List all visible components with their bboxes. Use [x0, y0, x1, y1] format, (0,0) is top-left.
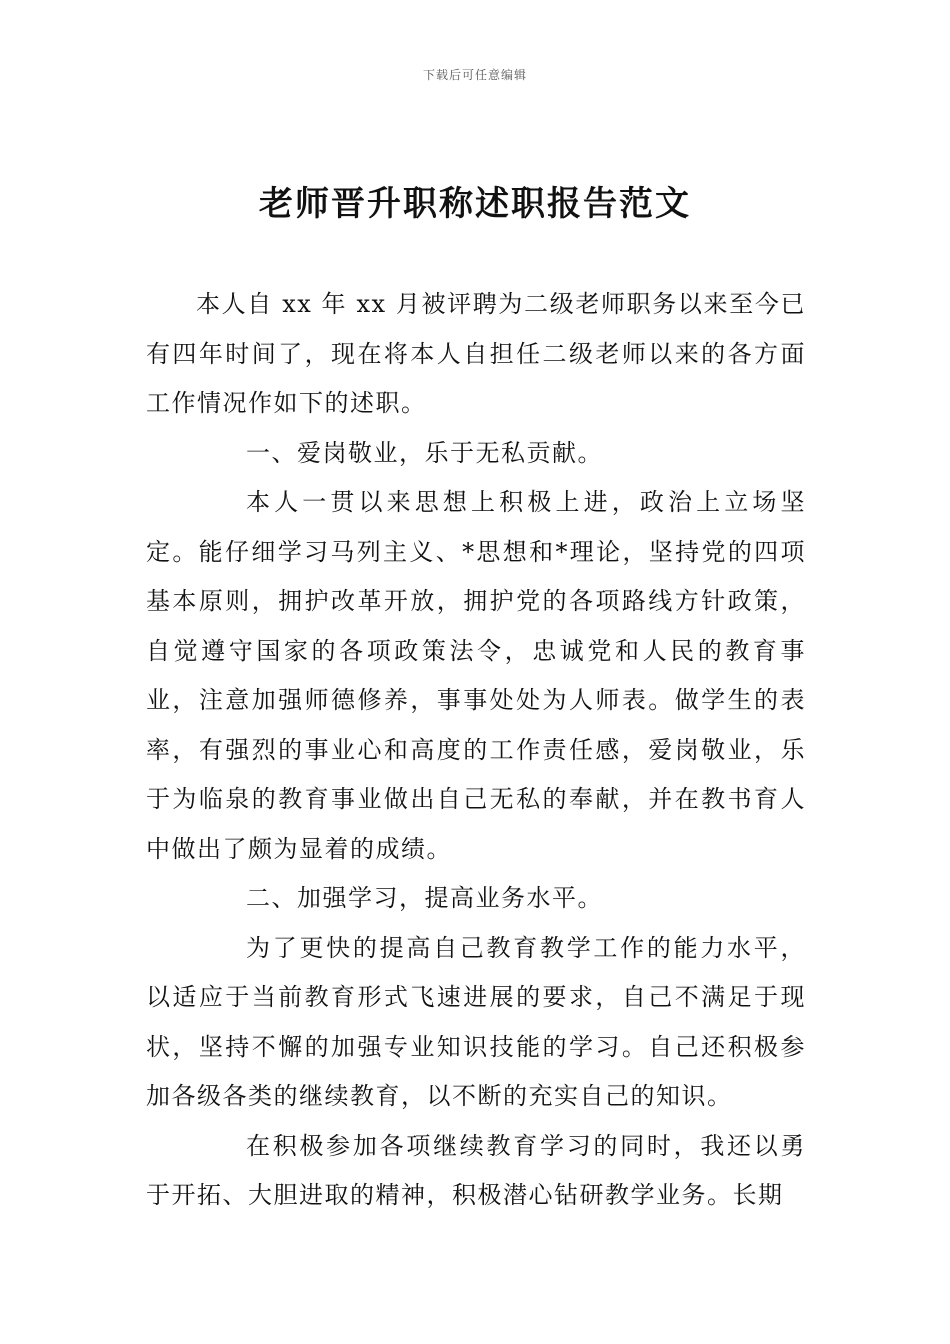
paragraph-section-2a: 为了更快的提高自己教育教学工作的能力水平，以适应于当前教育形式飞速进展的要求，自己不满足于现状，坚持不懈的加强专业知识技能的学习。自己还积极参加各级各类的继续教育，以不断的充实自己的知识。	[146, 933, 806, 1110]
document-title: 老师晋升职称述职报告范文	[259, 184, 691, 224]
header-note: 下载后可任意编辑	[422, 68, 527, 82]
section-heading-1: 一、爱岗敬业，乐于无私贡献。	[246, 438, 603, 467]
document-body	[146, 280, 806, 1221]
paragraph-section-1: 本人一贯以来思想上积极上进，政治上立场坚定。能仔细学习马列主义、*思想和*理论，坚持党的四项基本原则，拥护改革开放，拥护党的各项路线方针政策，自觉遵守国家的各项政策法令，忠诚党和人民的教育事业，注意加强师德修养，事事处处为人师表。做学生的表率，有强烈的事业心和高度的工作责任感，爱岗敬业，乐于为临泉的教育事业做出自己无私的奉献，并在教书育人中做出了颇为显着的成绩。	[146, 488, 806, 863]
section-heading-2: 二、加强学习，提高业务水平。	[246, 884, 603, 912]
paragraph-intro: 本人自 xx 年 xx 月被评聘为二级老师职务以来至今已有四年时间了，现在将本人自担任二级老师以来的各方面工作情况作如下的述职。	[146, 290, 806, 417]
paragraph-section-2b: 在积极参加各项继续教育学习的同时，我还以勇于开拓、大胆进取的精神，积极潜心钻研教学业务。长期	[146, 1131, 806, 1209]
